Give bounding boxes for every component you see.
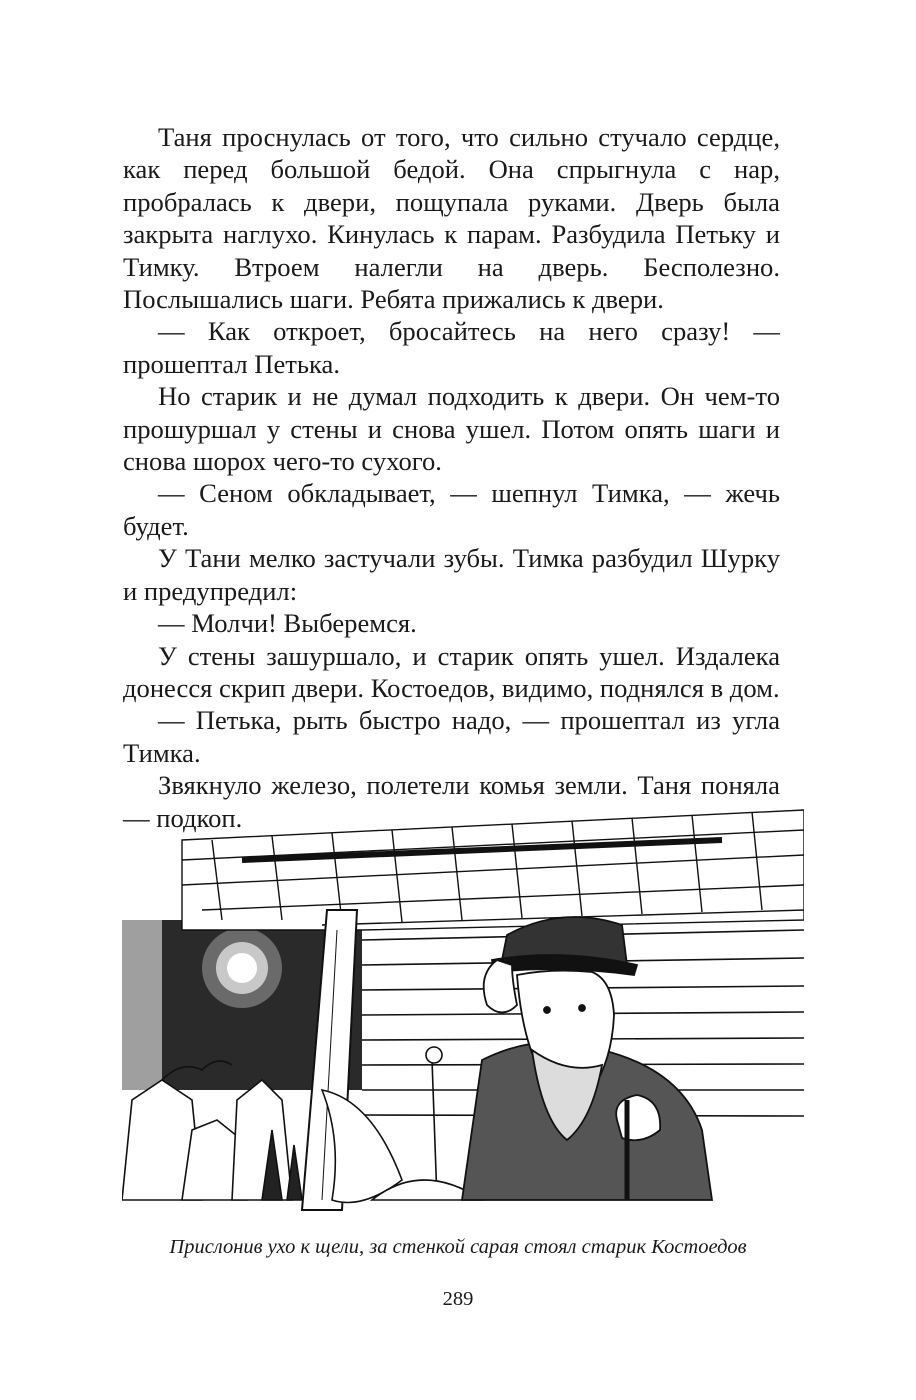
paragraph: У стены зашуршало, и старик опять ушел. Издалека донесся скрип двери. Костоедов, видимо, поднялся в дом. [123,640,780,703]
thatched-roof [182,810,804,930]
paragraph: — Молчи! Выберемся. [158,608,417,639]
paragraph: — Как откроет, бросайтесь на него сразу! — прошептал Петька. [123,316,780,379]
paragraph: — Петька, рыть быстро надо, — прошептал из угла Тимка. [123,705,780,768]
paragraph: У Тани мелко застучали зубы. Тимка разбудил Шурку и предупредил: [123,543,780,606]
page-number: 289 [442,1288,474,1310]
paragraph: Звякнуло железо, полетели комья земли. Таня поняла — подкоп. [123,770,780,833]
paragraph: Но старик и не думал подходить к двери. Он чем-то прошуршал у стены и снова ушел. Потом опять шаги и снова шорох чего-то сухого. [123,381,780,477]
illustration-caption: Прислонив ухо к щели, за стенкой сарая стоял старик Костоедов [169,1236,747,1258]
paragraph: — Сеном обкладывает, — шепнул Тимка, — жечь будет. [123,478,780,541]
moon-icon [202,928,282,1008]
paragraph: Таня проснулась от того, что сильно стучало сердце, как перед большой бедой. Она спрыгнула с нар, пробралась к двери, пощупала руками. Дверь была закрыта наглухо. Кинулась к парам. Разбудила Петьку и Тимку. Втроем налегли на дверь. Бесполезно. Послышались шаги. Ребята прижались к двери. [123,122,780,315]
body-text [123,121,780,834]
illustration-old-man-by-shed [122,800,804,1220]
